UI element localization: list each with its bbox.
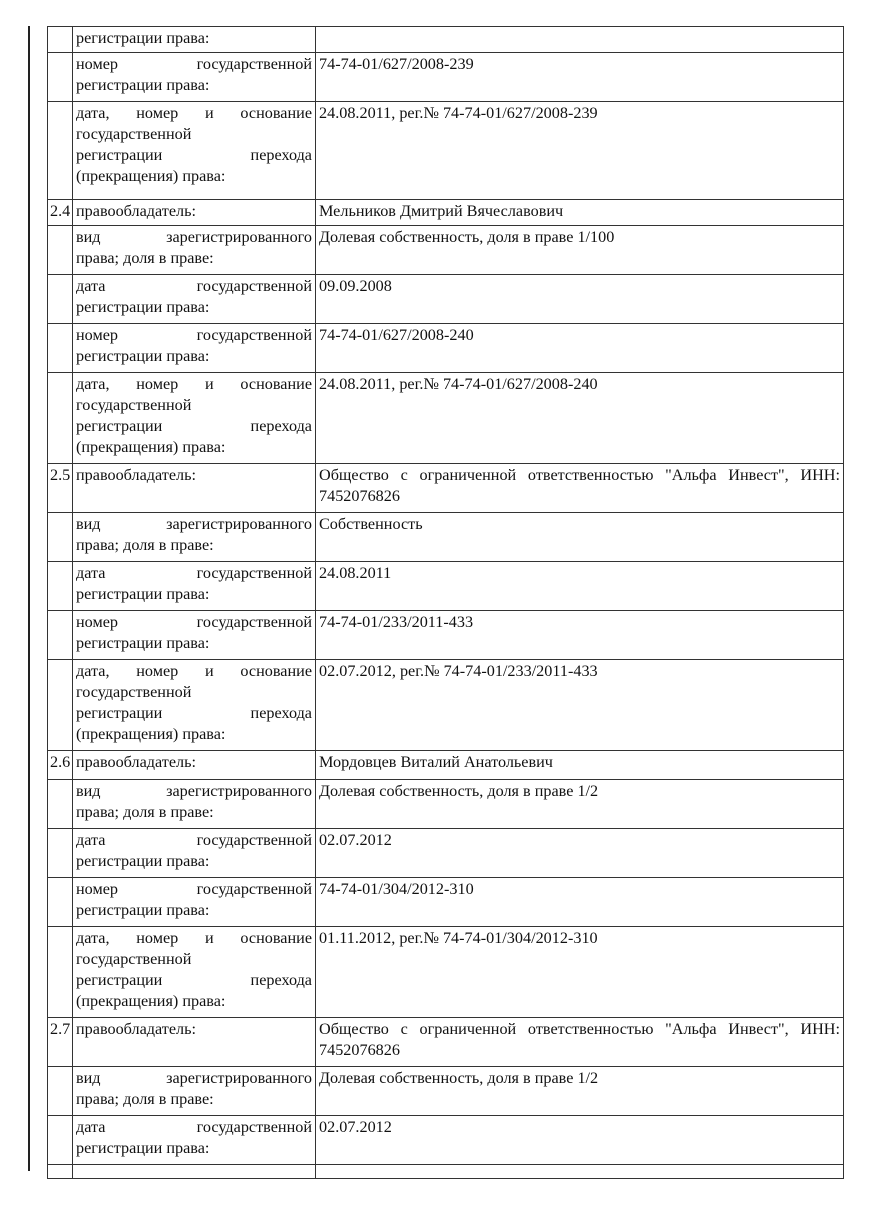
table-row	[48, 373, 844, 464]
table-row	[48, 878, 844, 927]
field-label-cell	[73, 1116, 316, 1165]
field-label-cell	[73, 200, 316, 226]
row-number-cell: 2.5	[48, 464, 73, 513]
row-number-cell	[48, 27, 73, 53]
rights-registration-table	[47, 26, 844, 1179]
field-label-cell	[73, 829, 316, 878]
field-value-cell: Мордовцев Виталий Анатольевич	[316, 751, 844, 780]
field-value-cell: Долевая собственность, доля в праве 1/2	[316, 1067, 844, 1116]
field-label-line: номер государственной	[76, 613, 312, 631]
field-label-line: дата государственной	[76, 1118, 312, 1136]
field-label-line: вид зарегистрированного	[76, 782, 312, 800]
row-number-cell: 2.6	[48, 751, 73, 780]
field-label-line: номер государственной	[76, 55, 312, 73]
row-number-cell	[48, 1067, 73, 1116]
field-label-line: (прекращения) права:	[76, 992, 226, 1010]
table-row	[48, 1018, 844, 1067]
field-value-cell: Долевая собственность, доля в праве 1/2	[316, 780, 844, 829]
row-number-cell	[48, 1116, 73, 1165]
row-number-cell	[48, 53, 73, 102]
field-label-line: дата, номер и основание	[76, 104, 312, 122]
field-label-line: регистрации перехода	[76, 417, 312, 435]
field-label-line: права; доля в праве:	[76, 1090, 214, 1108]
table-row	[48, 927, 844, 1018]
row-number-cell: 2.7	[48, 1018, 73, 1067]
row-number-cell	[48, 927, 73, 1018]
field-value-cell: Долевая собственность, доля в праве 1/100	[316, 226, 844, 275]
field-label-line: дата, номер и основание	[76, 375, 312, 393]
field-label-cell	[73, 373, 316, 464]
table-row	[48, 1165, 844, 1179]
field-label-line: регистрации права:	[76, 901, 210, 919]
field-label-line: (прекращения) права:	[76, 725, 226, 743]
field-label-cell	[73, 1018, 316, 1067]
field-label-line: дата государственной	[76, 831, 312, 849]
field-label-line: регистрации перехода	[76, 146, 312, 164]
field-label-cell	[73, 780, 316, 829]
field-label-line: (прекращения) права:	[76, 438, 226, 456]
field-label-cell	[73, 53, 316, 102]
field-value-cell: 74-74-01/627/2008-240	[316, 324, 844, 373]
row-number-cell	[48, 373, 73, 464]
field-value-cell: 24.08.2011, рег.№ 74-74-01/627/2008-239	[316, 102, 844, 200]
field-label-cell	[73, 1067, 316, 1116]
row-number-cell	[48, 275, 73, 324]
table-row	[48, 464, 844, 513]
field-value-cell: 74-74-01/233/2011-433	[316, 611, 844, 660]
field-label-cell	[73, 513, 316, 562]
field-label-cell	[73, 27, 316, 53]
table-row	[48, 562, 844, 611]
field-label-line: государственной	[76, 396, 192, 414]
field-label-cell	[73, 611, 316, 660]
field-label-line: права; доля в праве:	[76, 249, 214, 267]
field-label-line: регистрации перехода	[76, 704, 312, 722]
field-value-cell: 74-74-01/304/2012-310	[316, 878, 844, 927]
field-label-line: дата государственной	[76, 277, 312, 295]
field-label-line: регистрации права:	[76, 585, 210, 603]
field-label-cell	[73, 324, 316, 373]
table-body	[48, 27, 844, 1179]
table-row	[48, 226, 844, 275]
field-value-cell: 02.07.2012	[316, 1116, 844, 1165]
field-label-line: регистрации права:	[76, 29, 210, 47]
left-margin-rule	[28, 26, 30, 1171]
field-value-cell: 24.08.2011	[316, 562, 844, 611]
field-label-line: правообладатель:	[76, 202, 196, 220]
field-label-cell	[73, 464, 316, 513]
field-label-line: правообладатель:	[76, 466, 196, 484]
field-label-line: государственной	[76, 683, 192, 701]
field-label-cell	[73, 660, 316, 751]
field-value-cell: 09.09.2008	[316, 275, 844, 324]
field-value-cell: 74-74-01/627/2008-239	[316, 53, 844, 102]
field-label-cell	[73, 751, 316, 780]
table-row	[48, 27, 844, 53]
field-label-line: номер государственной	[76, 880, 312, 898]
field-label-line: государственной	[76, 950, 192, 968]
table-row	[48, 53, 844, 102]
field-value-cell: 02.07.2012, рег.№ 74-74-01/233/2011-433	[316, 660, 844, 751]
field-label-cell	[73, 275, 316, 324]
field-label-line: регистрации перехода	[76, 971, 312, 989]
field-value-cell: Собственность	[316, 513, 844, 562]
field-label-line: дата, номер и основание	[76, 662, 312, 680]
row-number-cell	[48, 513, 73, 562]
field-label-cell	[73, 562, 316, 611]
field-label-cell	[73, 102, 316, 200]
field-label-line: номер государственной	[76, 326, 312, 344]
table-row	[48, 324, 844, 373]
field-label-line: правообладатель:	[76, 753, 196, 771]
field-label-line: государственной	[76, 125, 192, 143]
field-label-line: права; доля в праве:	[76, 536, 214, 554]
row-number-cell	[48, 780, 73, 829]
field-label-line: регистрации права:	[76, 634, 210, 652]
field-label-line: права; доля в праве:	[76, 803, 214, 821]
field-value-cell	[316, 27, 844, 53]
field-label-line: вид зарегистрированного	[76, 1069, 312, 1087]
table-row	[48, 751, 844, 780]
row-number-cell	[48, 562, 73, 611]
field-value-cell	[316, 1165, 844, 1179]
table-row	[48, 829, 844, 878]
row-number-cell	[48, 102, 73, 200]
field-value-cell: Общество с ограниченной ответственностью "Альфа Инвест", ИНН: 7452076826	[316, 464, 844, 513]
field-value-cell: Мельников Дмитрий Вячеславович	[316, 200, 844, 226]
field-value-cell: 02.07.2012	[316, 829, 844, 878]
field-label-line: (прекращения) права:	[76, 167, 226, 185]
field-label-cell	[73, 878, 316, 927]
field-label-line: регистрации права:	[76, 76, 210, 94]
row-number-cell	[48, 878, 73, 927]
row-number-cell	[48, 611, 73, 660]
row-number-cell	[48, 660, 73, 751]
field-label-line: вид зарегистрированного	[76, 228, 312, 246]
row-number-cell: 2.4	[48, 200, 73, 226]
table-row	[48, 275, 844, 324]
field-value-cell: 01.11.2012, рег.№ 74-74-01/304/2012-310	[316, 927, 844, 1018]
field-label-line: правообладатель:	[76, 1020, 196, 1038]
table-row	[48, 200, 844, 226]
field-label-line: регистрации права:	[76, 298, 210, 316]
table-row	[48, 780, 844, 829]
table-row	[48, 1067, 844, 1116]
row-number-cell	[48, 324, 73, 373]
table-row	[48, 660, 844, 751]
row-number-cell	[48, 1165, 73, 1179]
table-row	[48, 513, 844, 562]
field-label-line: дата, номер и основание	[76, 929, 312, 947]
field-label-line: регистрации права:	[76, 347, 210, 365]
field-label-line: регистрации права:	[76, 852, 210, 870]
field-label-line: вид зарегистрированного	[76, 515, 312, 533]
table-row	[48, 1116, 844, 1165]
field-label-line: дата государственной	[76, 564, 312, 582]
row-number-cell	[48, 226, 73, 275]
field-value-cell: 24.08.2011, рег.№ 74-74-01/627/2008-240	[316, 373, 844, 464]
table-row	[48, 102, 844, 200]
field-label-cell	[73, 927, 316, 1018]
field-value-cell: Общество с ограниченной ответственностью "Альфа Инвест", ИНН: 7452076826	[316, 1018, 844, 1067]
field-label-cell	[73, 1165, 316, 1179]
table-row	[48, 611, 844, 660]
field-label-cell	[73, 226, 316, 275]
row-number-cell	[48, 829, 73, 878]
field-label-line: регистрации права:	[76, 1139, 210, 1157]
